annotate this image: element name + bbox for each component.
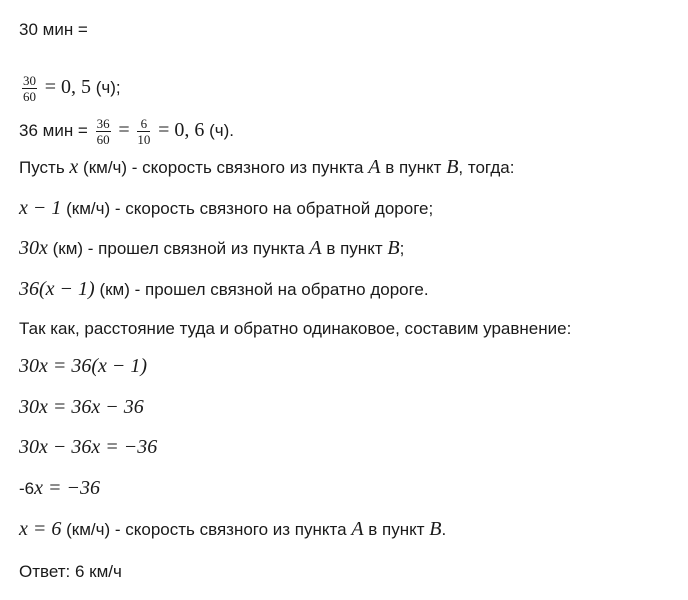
math-point-a: A — [368, 156, 381, 178]
line-equation-4 — [19, 478, 100, 499]
fraction-30-60 — [22, 74, 37, 103]
line-30x — [19, 238, 404, 259]
math-equation: 30x = 36(x − 1) — [19, 355, 148, 377]
line-equation-1 — [19, 356, 147, 377]
math-expression: = 0, 6 — [158, 118, 205, 141]
fraction-numerator: 6 — [137, 117, 150, 132]
answer-text: Ответ: 6 км/ч — [19, 562, 122, 581]
math-point-a: A — [351, 518, 364, 540]
text: (км) - прошел связной из пункта — [52, 239, 305, 258]
line-equation-3 — [19, 437, 157, 458]
line-result — [19, 519, 446, 540]
text: (км/ч) - скорость связного из пункта — [83, 158, 364, 177]
fraction-6-10 — [137, 117, 150, 146]
math-expression: x − 1 — [19, 197, 62, 219]
text: ; — [399, 239, 405, 258]
math-expression: 30x — [19, 237, 48, 259]
unit-text: (ч); — [95, 77, 121, 97]
text: Так как, расстояние туда и обратно одинаковое, составим уравнение: — [19, 319, 572, 338]
math-expression: = 0, 5 — [44, 75, 92, 98]
line-36-x-minus-1 — [19, 279, 429, 300]
text: . — [441, 520, 447, 539]
line-answer — [19, 562, 122, 582]
text: в пункт — [385, 158, 442, 177]
text-36-min: 36 мин = — [19, 120, 88, 140]
math-point-a: A — [309, 237, 322, 259]
math-point-b: B — [387, 237, 400, 259]
text: , тогда: — [458, 158, 515, 177]
math-expression: 36(x − 1) — [19, 278, 95, 300]
line-30-min — [19, 20, 88, 40]
line-fraction-30-60 — [19, 74, 121, 103]
line-equation-intro — [19, 319, 571, 339]
unit-text: (ч). — [209, 120, 234, 140]
fraction-numerator: 30 — [23, 73, 36, 88]
text: в пункт — [326, 239, 383, 258]
text: -6 — [19, 479, 35, 498]
fraction-denominator: 10 — [137, 132, 151, 147]
fraction-denominator: 60 — [23, 89, 36, 104]
math-equation: x = −36 — [34, 477, 100, 499]
line-36-min — [19, 117, 234, 146]
text: в пункт — [368, 520, 425, 539]
text-30-min: 30 мин = — [19, 20, 88, 39]
fraction-numerator: 36 — [96, 116, 110, 131]
equals-sign: = — [118, 118, 130, 141]
math-point-b: B — [446, 156, 459, 178]
math-equation: 30x = 36x − 36 — [19, 396, 144, 418]
fraction-denominator: 60 — [96, 132, 110, 147]
math-equation: 30x − 36x = −36 — [19, 436, 158, 458]
text: Пусть — [19, 158, 65, 177]
math-equation: x = 6 — [19, 518, 62, 540]
fraction-36-60 — [96, 117, 111, 146]
math-variable: x — [69, 156, 79, 178]
line-let-x — [19, 157, 514, 178]
math-point-b: B — [429, 518, 442, 540]
text: (км) - прошел связной на обратно дороге. — [99, 280, 429, 299]
line-x-minus-1 — [19, 198, 433, 219]
text: (км/ч) - скорость связного на обратной дороге; — [66, 199, 434, 218]
line-equation-2 — [19, 397, 144, 418]
text: (км/ч) - скорость связного из пункта — [66, 520, 347, 539]
